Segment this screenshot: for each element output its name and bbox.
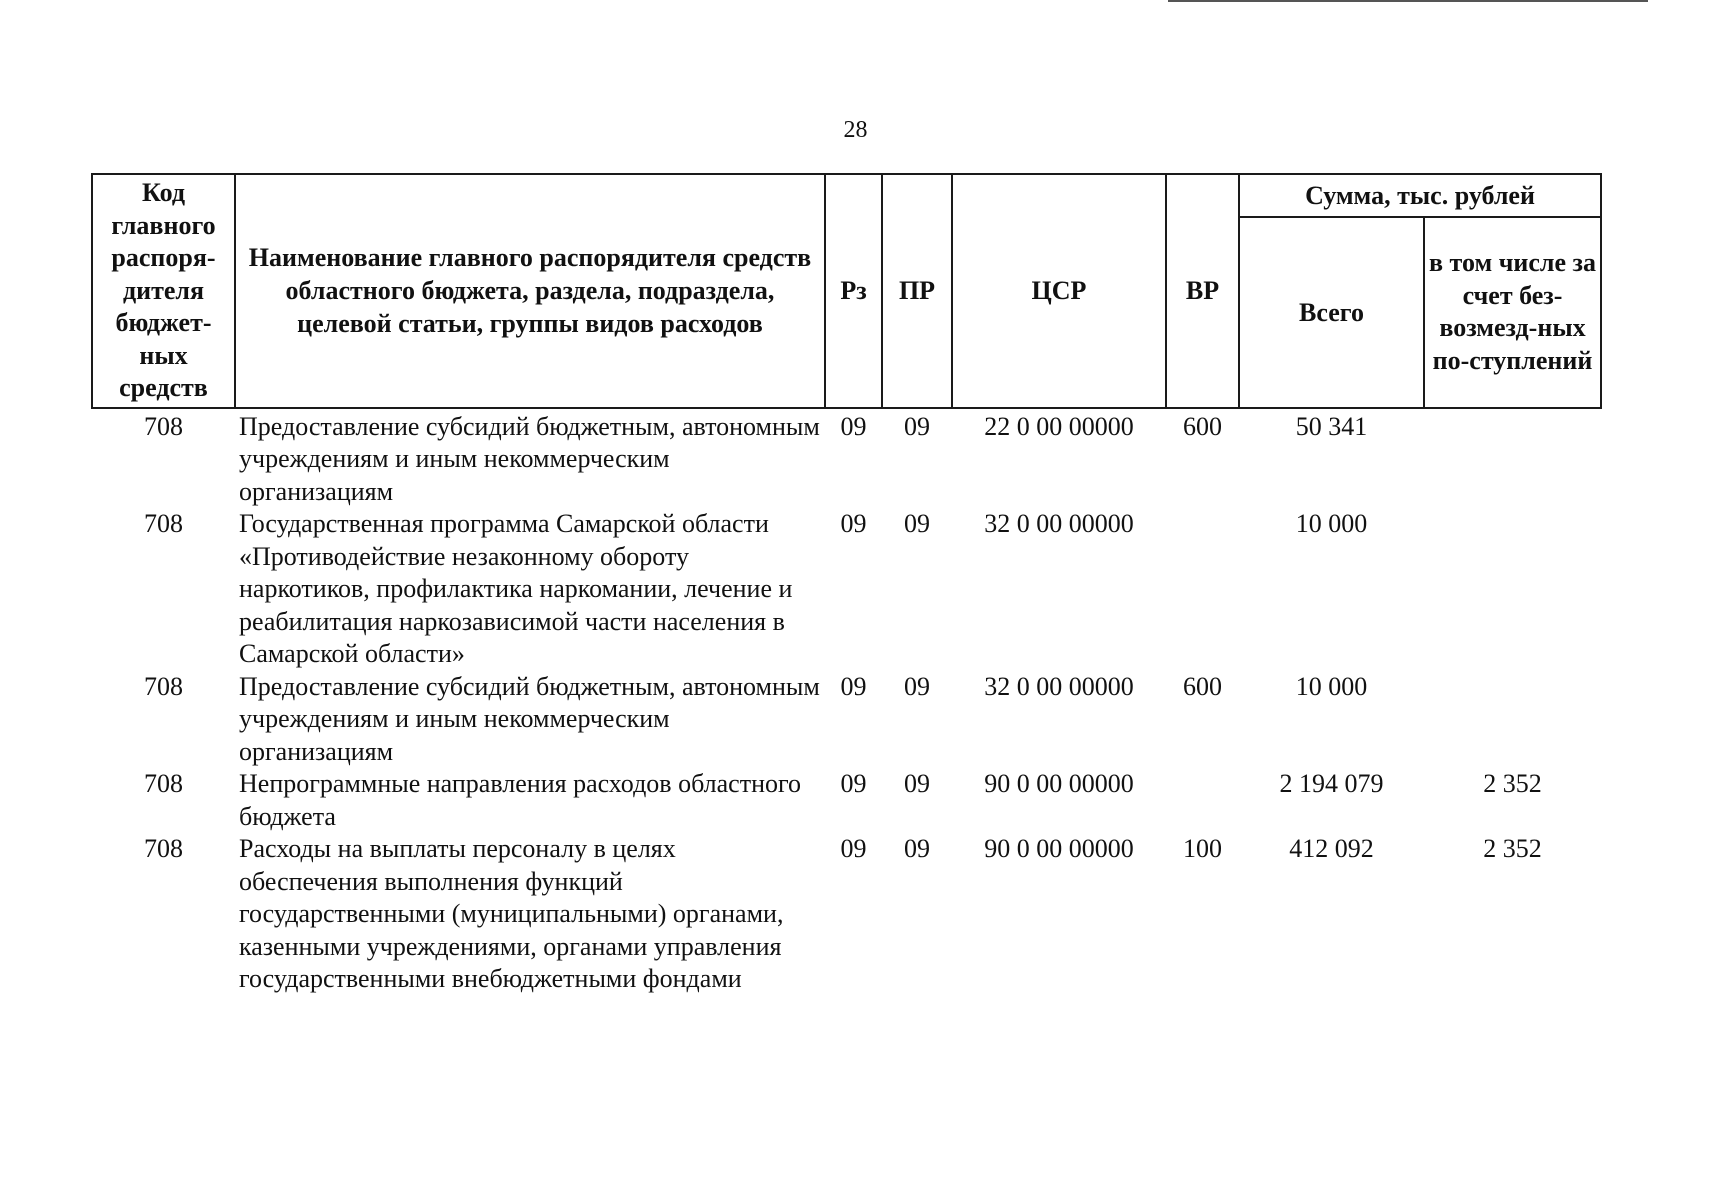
cell-name: Государственная программа Самарской области «Противодействие незаконному обороту наркотиков, профилактика наркомании, лечение и реабилитация наркозависимой части населения в Самарской области» <box>239 509 793 668</box>
header-code: Код главного распоря-дителя бюджет-ных средств <box>92 174 235 408</box>
table-row <box>92 833 1601 996</box>
cell-vr: 100 <box>1183 834 1222 863</box>
table-row <box>92 508 1601 671</box>
cell-rz: 09 <box>840 411 867 441</box>
top-rule <box>1168 0 1648 2</box>
header-total: Всего <box>1239 217 1424 408</box>
cell-name: Предоставление субсидий бюджетным, автономным учреждениям и иным некоммерческим организациям <box>239 411 820 506</box>
table-row <box>92 408 1601 509</box>
cell-code: 708 <box>144 671 183 701</box>
table-row <box>92 768 1601 833</box>
cell-gratuitous <box>1424 508 1601 671</box>
cell-pr: 09 <box>904 671 930 701</box>
cell-csr: 32 0 00 00000 <box>984 671 1134 701</box>
header-sum-group: Сумма, тыс. рублей <box>1239 174 1601 217</box>
cell-code: 708 <box>144 509 183 538</box>
header-vr: ВР <box>1166 174 1239 408</box>
cell-total: 50 341 <box>1295 411 1368 441</box>
header-pr: ПР <box>882 174 952 408</box>
cell-name: Предоставление субсидий бюджетным, автономным учреждениям и иным некоммерческим организациям <box>239 671 820 766</box>
cell-gratuitous: 2 352 <box>1483 769 1542 798</box>
cell-csr: 22 0 00 00000 <box>984 411 1134 441</box>
cell-total: 2 194 079 <box>1279 769 1384 798</box>
cell-rz: 09 <box>840 671 867 701</box>
cell-total: 412 092 <box>1289 834 1374 863</box>
cell-vr <box>1166 768 1239 833</box>
cell-pr: 09 <box>904 509 930 538</box>
cell-gratuitous <box>1424 408 1601 509</box>
cell-rz: 09 <box>840 509 867 538</box>
cell-rz: 09 <box>840 834 867 863</box>
cell-csr: 90 0 00 00000 <box>984 769 1134 798</box>
header-rz: Рз <box>825 174 882 408</box>
cell-code: 708 <box>144 769 183 798</box>
cell-vr: 600 <box>1183 671 1222 701</box>
cell-name: Непрограммные направления расходов областного бюджета <box>239 769 801 831</box>
cell-name: Расходы на выплаты персоналу в целях обеспечения выполнения функций государственными (муниципальными) органами, казенными учреждениями, органами управления государственными внебюджетными фондами <box>239 834 784 993</box>
header-gratuitous: в том числе за счет без-возмезд-ных по-ступлений <box>1424 217 1601 408</box>
cell-pr: 09 <box>904 834 930 863</box>
header-name: Наименование главного распорядителя средств областного бюджета, раздела, подраздела, целевой статьи, группы видов расходов <box>235 174 825 408</box>
cell-pr: 09 <box>904 769 930 798</box>
cell-code: 708 <box>144 834 183 863</box>
table-row <box>92 671 1601 769</box>
cell-rz: 09 <box>840 769 867 798</box>
cell-vr <box>1166 508 1239 671</box>
budget-table <box>91 173 1602 996</box>
cell-total: 10 000 <box>1295 671 1368 701</box>
cell-vr: 600 <box>1183 411 1222 441</box>
header-csr: ЦСР <box>952 174 1166 408</box>
cell-csr: 90 0 00 00000 <box>984 834 1134 863</box>
cell-pr: 09 <box>904 411 930 441</box>
page-number: 28 <box>843 117 868 143</box>
cell-gratuitous: 2 352 <box>1483 834 1542 863</box>
cell-csr: 32 0 00 00000 <box>984 509 1134 538</box>
cell-gratuitous <box>1424 671 1601 769</box>
cell-total: 10 000 <box>1295 509 1368 538</box>
cell-code: 708 <box>144 411 183 441</box>
